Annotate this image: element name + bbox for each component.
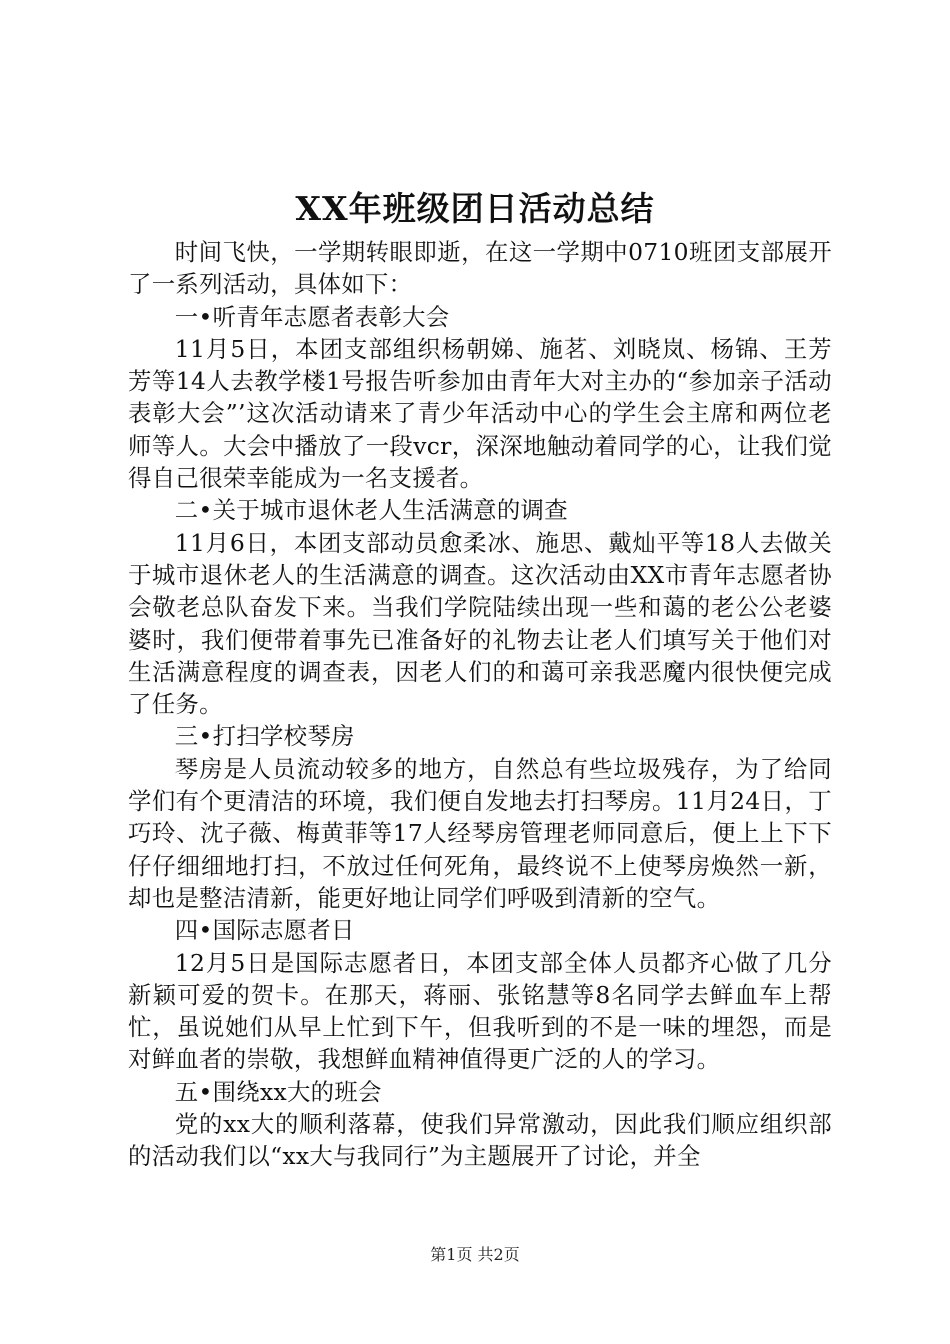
section-body-5: 党的xx大的顺利落幕，使我们异常激动，因此我们顺应组织部的活动我们以“xx大与我同行”为主题展开了讨论，并全 bbox=[128, 1110, 832, 1171]
section-heading-3: 三•打扫学校琴房 bbox=[174, 722, 355, 751]
section-body-1: 11月5日，本团支部组织杨朝娣、施茗、刘晓岚、杨锦、王芳芳等14人去教学楼1号报告听参加由青年大对主办的“参加亲子活动表彰大会”’这次活动请来了青少年活动中心的学生会主席和两位老师等人。大会中播放了一段vcr，深深地触动着同学的心，让我们觉得自己很荣幸能成为一名支援者。 bbox=[128, 334, 832, 493]
section-body-3: 琴房是人员流动较多的地方，自然总有些垃圾残存，为了给同学们有个更清洁的环境，我们便自发地去打扫琴房。11月24日，丁巧玲、沈子薇、梅黄菲等17人经琴房管理老师同意后，便上上下下仔仔细细地打扫，不放过任何死角，最终说不上使琴房焕然一新，却也是整洁清新，能更好地让同学们呼吸到清新的空气。 bbox=[128, 754, 832, 912]
document-body bbox=[128, 236, 832, 1173]
page-footer: 第1页 共2页 bbox=[430, 1245, 520, 1264]
section-heading-2: 二•关于城市退休老人生活满意的调查 bbox=[174, 496, 568, 525]
document-title: XX年班级团日活动总结 bbox=[295, 189, 655, 228]
section-body-2: 11月6日，本团支部动员愈柔冰、施思、戴灿平等18人去做关于城市退休老人的生活满意的调查。这次活动由XX市青年志愿者协会敬老总队奋发下来。当我们学院陆续出现一些和蔼的老公公老婆婆时，我们便带着事先已准备好的礼物去让老人们填写关于他们对生活满意程度的调查表，因老人们的和蔼可亲我恶魔内很快便完成了任务。 bbox=[128, 528, 832, 719]
section-heading-5: 五•围绕xx大的班会 bbox=[174, 1077, 382, 1106]
intro-paragraph: 时间飞快，一学期转眼即逝，在这一学期中0710班团支部展开了一系列活动，具体如下： bbox=[128, 238, 832, 299]
section-body-4: 12月5日是国际志愿者日，本团支部全体人员都齐心做了几分新颖可爱的贺卡。在那天，蒋丽、张铭慧等8名同学去鲜血车上帮忙，虽说她们从早上忙到下午，但我听到的不是一味的埋怨，而是对鲜血者的崇敬，我想鲜血精神值得更广泛的人的学习。 bbox=[128, 948, 832, 1074]
section-heading-1: 一•听青年志愿者表彰大会 bbox=[174, 302, 450, 331]
section-heading-4: 四•国际志愿者日 bbox=[174, 916, 355, 945]
